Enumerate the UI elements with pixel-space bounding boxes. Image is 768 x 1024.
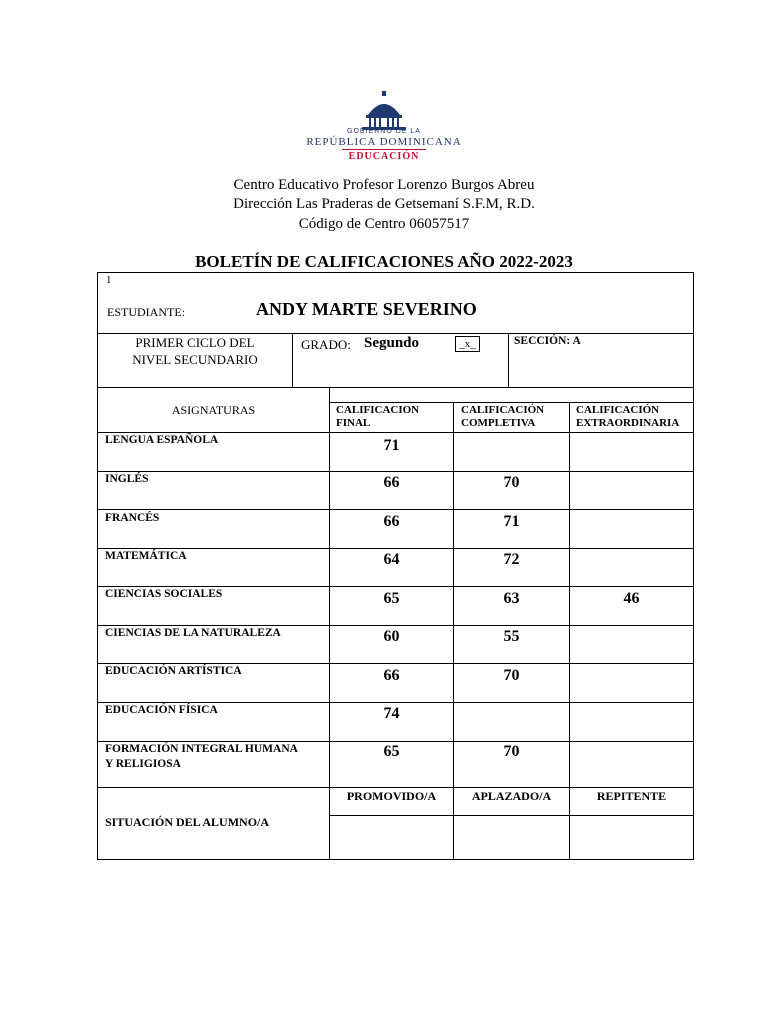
seccion-label: SECCIÓN: A [514,335,581,347]
promovido-header: PROMOVIDO/A [346,789,437,803]
grade-final: 65 [383,743,400,760]
row-line [97,625,694,626]
subject-label: FORMACIÓN INTEGRAL HUMANA [105,743,298,755]
subject-label: EDUCACIÓN ARTÍSTICA [105,665,242,677]
ciclo-line-1: PRIMER CICLO DEL [135,335,255,350]
logo-educacion-text: EDUCACIÓN [348,151,420,162]
school-name: Centro Educativo Profesor Lorenzo Burgos Abreu [233,177,535,193]
logo-divider [342,149,426,150]
capitol-dome-icon [358,91,410,131]
student-label: ESTUDIANTE: [107,305,185,319]
grade-completiva: 72 [503,551,520,568]
header-final [336,404,419,430]
header-final-line-2: FINAL [336,417,371,429]
grade-completiva: 70 [503,667,520,684]
aplazado-header: APLAZADO/A [471,789,552,803]
row-line [97,548,694,549]
subject-label-line-2: Y RELIGIOSA [105,758,181,770]
header-extra-line-2: EXTRAORDINARIA [576,417,680,429]
header-asignaturas: ASIGNATURAS [171,403,256,417]
subject-label: FRANCÉS [105,512,160,524]
grade-extraordinaria: 46 [623,590,640,607]
logo-republica-text: REPÚBLICA DOMINICANA [306,136,462,148]
row-line [97,471,694,472]
header-completiva [461,404,544,430]
logo-gobierno-text: GOBIERNO DE LA [347,128,421,135]
grado-checkbox: _x_ [455,336,480,352]
subject-label: EDUCACIÓN FÍSICA [105,704,218,716]
row-line [97,702,694,703]
report-title: BOLETÍN DE CALIFICACIONES AÑO 2022-2023 [195,252,573,271]
row-line [97,586,694,587]
school-address: Dirección Las Praderas de Getsemaní S.F.M, R.D. [233,196,535,212]
subject-label: INGLÉS [105,473,149,485]
header-completiva-line-2: COMPLETIVA [461,417,536,429]
ciclo-label [98,334,292,368]
header-completiva-line-1: CALIFICACIÓN [461,404,545,416]
header-extra-line-1: CALIFICACIÓN [576,404,660,416]
row-line [97,787,694,788]
repitente-header: REPITENTE [596,789,667,803]
ciclo-line-2: NIVEL SECUNDARIO [132,352,258,367]
grado-label: GRADO: [301,337,351,352]
row-line [97,432,694,433]
header-extra [576,404,679,430]
situacion-subline [329,815,694,816]
grade-final: 71 [383,437,400,454]
row-line [97,509,694,510]
level-divider-1 [292,333,293,388]
grado-value: Segundo [364,335,420,351]
grade-final: 64 [383,551,400,568]
grade-final: 66 [383,513,400,530]
grade-final: 74 [383,705,400,722]
grade-completiva: 55 [503,628,520,645]
grade-completiva: 63 [503,590,520,607]
ministry-logo [296,88,472,166]
subject-label: LENGUA ESPAÑOLA [105,434,219,446]
student-number: 1 [106,274,112,286]
header-final-line-1: CALIFICACION [336,404,420,416]
school-code: Código de Centro 06057517 [298,216,470,232]
grade-completiva: 70 [503,743,520,760]
grade-completiva: 70 [503,474,520,491]
subject-label: MATEMÁTICA [105,550,187,562]
subject-label: CIENCIAS SOCIALES [105,588,223,600]
grade-final: 60 [383,628,400,645]
grade-final: 66 [383,667,400,684]
grade-final: 66 [383,474,400,491]
situacion-label: SITUACIÓN DEL ALUMNO/A [105,815,270,829]
row-line [97,663,694,664]
level-divider-2 [508,333,509,388]
row-line [97,741,694,742]
student-name: ANDY MARTE SEVERINO [256,299,477,319]
grade-final: 65 [383,590,400,607]
subject-label: CIENCIAS DE LA NATURALEZA [105,627,281,639]
grade-completiva: 71 [503,513,520,530]
header-subline [329,402,694,403]
